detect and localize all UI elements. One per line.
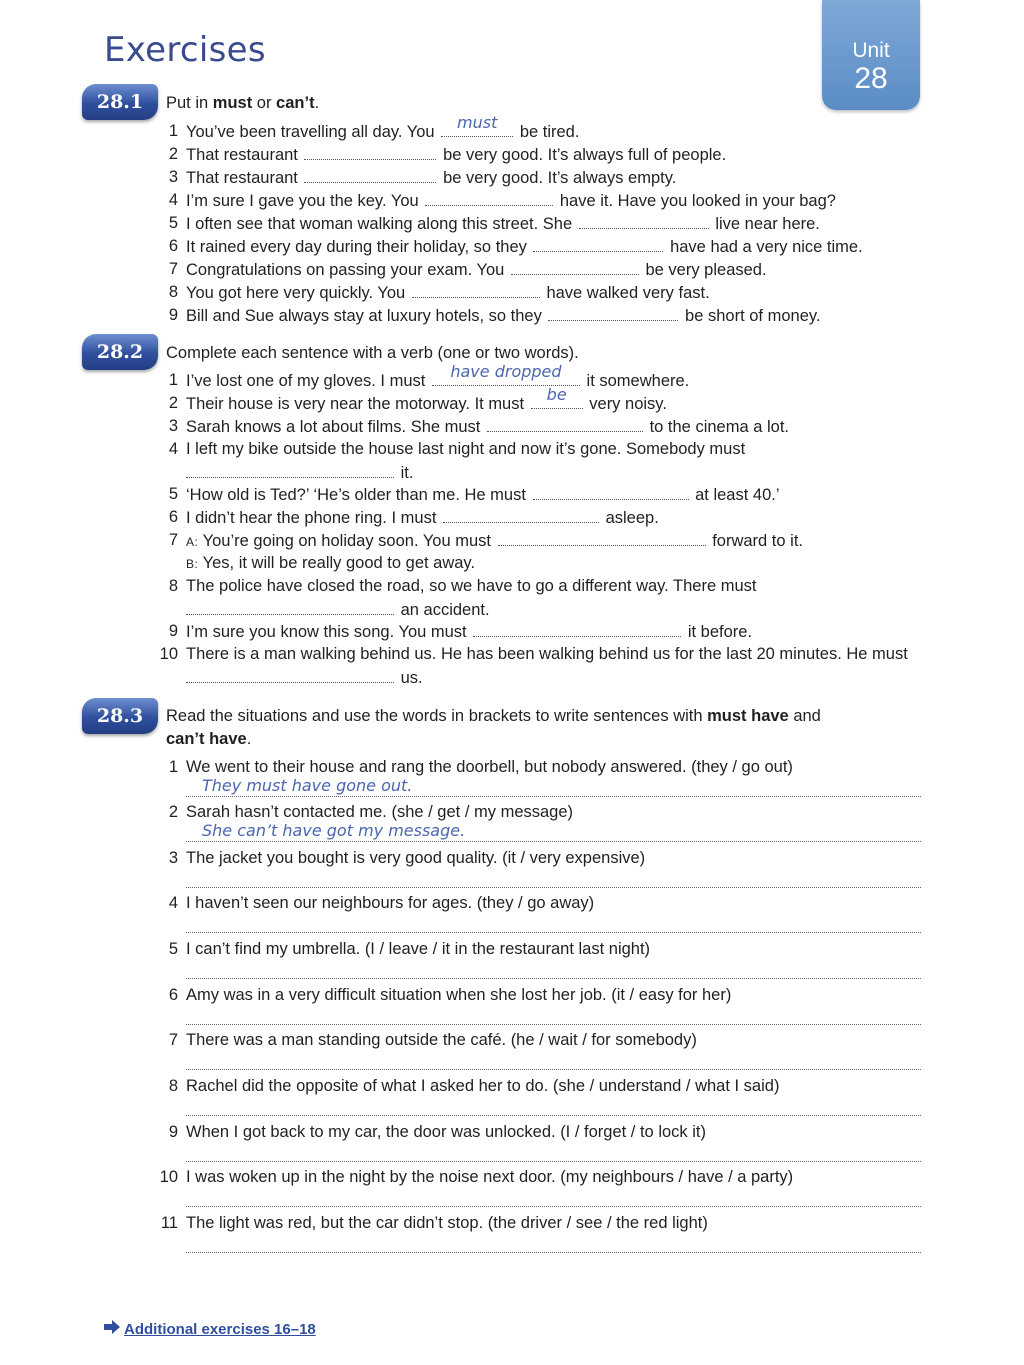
exercise-item — [186, 212, 820, 235]
handwritten-answer: must — [457, 113, 498, 132]
answer-blank[interactable] — [443, 506, 599, 523]
item-text-before: I’m sure you know this song. You must — [186, 623, 467, 641]
item-number: 6 — [168, 508, 178, 526]
item-text-before: I often see that woman walking along this street. She — [186, 215, 573, 233]
item-text-before: That restaurant — [186, 146, 298, 164]
item-number: 8 — [168, 283, 178, 301]
item-text-after: have walked very fast. — [546, 284, 710, 302]
answer-blank[interactable] — [579, 212, 709, 229]
item-text-after: be very pleased. — [645, 261, 767, 279]
answer-blank[interactable] — [533, 235, 663, 252]
item-text-after: be short of money. — [685, 307, 821, 325]
item-text-before: It rained every day during their holiday, so they — [186, 238, 527, 256]
item-text-after: live near here. — [715, 215, 820, 233]
answer-line[interactable] — [186, 912, 921, 933]
answer-line[interactable] — [186, 776, 921, 797]
exercise-badge-28-1: 28.1 — [82, 84, 158, 120]
answer-blank[interactable] — [186, 461, 394, 478]
item-number: 1 — [168, 758, 178, 776]
item-text-after: be very good. It’s always full of people. — [443, 146, 727, 164]
answer-line[interactable] — [186, 1232, 921, 1253]
situation-text: Sarah hasn’t contacted me. (she / get / my message) — [186, 803, 574, 821]
answer-blank[interactable] — [511, 258, 639, 275]
situation-text: Rachel did the opposite of what I asked her to do. (she / understand / what I said) — [186, 1077, 780, 1095]
item-number: 8 — [168, 1077, 178, 1095]
answer-blank[interactable] — [487, 415, 643, 432]
situation-text: There was a man standing outside the café. (he / wait / for somebody) — [186, 1031, 697, 1049]
item-text-before: ‘How old is Ted?’ ‘He’s older than me. He must — [186, 486, 526, 504]
additional-exercises-label: Additional exercises 16–18 — [124, 1321, 316, 1338]
answer-blank[interactable] — [473, 620, 681, 637]
exercise-item — [186, 258, 767, 281]
item-text-after: an accident. — [400, 601, 490, 619]
item-number: 9 — [168, 622, 178, 640]
unit-label: Unit — [852, 39, 890, 62]
situation-text: I was woken up in the night by the noise next door. (my neighbours / have / a party) — [186, 1168, 794, 1186]
answer-line[interactable] — [186, 1141, 921, 1162]
item-text-after: it before. — [687, 623, 753, 641]
exercise-item — [186, 529, 803, 553]
item-text-after: forward to it. — [712, 532, 803, 550]
item-text-after: be very good. It’s always empty. — [443, 169, 677, 187]
item-number: 10 — [159, 1168, 178, 1186]
item-text-before: You’re going on holiday soon. You must — [202, 532, 492, 550]
situation-text: The light was red, but the car didn’t stop. (the driver / see / the red light) — [186, 1214, 708, 1232]
answer-blank[interactable] — [531, 385, 583, 409]
answer-blank[interactable] — [533, 483, 689, 500]
situation-text: The jacket you bought is very good quality. (it / very expensive) — [186, 849, 646, 867]
answer-line[interactable] — [186, 1095, 921, 1116]
handwritten-answer: have dropped — [450, 362, 562, 381]
item-number: 7 — [168, 260, 178, 278]
exercise-item-continued — [184, 598, 490, 621]
reply-text: Yes, it will be really good to get away. — [202, 554, 476, 572]
exercise-item: There is a man walking behind us. He has been walking behind us for the last 20 minutes. He must — [186, 645, 908, 663]
item-number: 9 — [168, 1123, 178, 1141]
exercise-item: The police have closed the road, so we have to go a different way. There must — [186, 577, 757, 595]
exercise-item — [186, 143, 726, 166]
item-text-after: be tired. — [519, 123, 580, 141]
item-number: 5 — [168, 485, 178, 503]
exercise-instruction: Put in must or can’t. — [166, 94, 320, 112]
item-text-after: it somewhere. — [586, 372, 690, 390]
answer-line[interactable] — [186, 1186, 921, 1207]
exercise-item — [186, 304, 820, 327]
item-number: 3 — [168, 168, 178, 186]
item-number: 8 — [168, 577, 178, 595]
exercise-badge-28-2: 28.2 — [82, 334, 158, 370]
item-text-after: it. — [400, 464, 414, 482]
answer-line[interactable] — [186, 1004, 921, 1025]
exercise-item — [186, 506, 659, 529]
unit-number: 28 — [854, 62, 888, 95]
situation-text: I can’t find my umbrella. (I / leave / it in the restaurant last night) — [186, 940, 651, 958]
item-number: 3 — [168, 849, 178, 867]
item-number: 9 — [168, 306, 178, 324]
exercise-instruction: Complete each sentence with a verb (one or two words). — [166, 344, 579, 362]
exercise-item — [186, 113, 580, 143]
item-number: 6 — [168, 237, 178, 255]
item-text-before: Bill and Sue always stay at luxury hotels, so they — [186, 307, 542, 325]
item-text-before: You’ve been travelling all day. You — [186, 123, 435, 141]
item-text-after: at least 40.’ — [695, 486, 780, 504]
exercise-item — [186, 385, 667, 415]
item-text-before: Their house is very near the motorway. It must — [186, 395, 525, 413]
answer-blank[interactable] — [304, 143, 436, 160]
exercise-item — [186, 166, 676, 189]
item-number: 5 — [168, 214, 178, 232]
answer-line[interactable] — [186, 1049, 921, 1070]
answer-blank[interactable] — [498, 529, 706, 546]
exercise-item-reply — [186, 552, 475, 575]
item-number: 7 — [168, 531, 178, 549]
answer-blank[interactable] — [425, 189, 553, 206]
exercise-item — [186, 483, 780, 506]
exercise-item-continued — [184, 666, 423, 689]
situation-text: Amy was in a very difficult situation when she lost her job. (it / easy for her) — [186, 986, 732, 1004]
item-number: 4 — [168, 440, 178, 458]
item-text-before: I didn’t hear the phone ring. I must — [186, 509, 437, 527]
handwritten-answer: They must have gone out. — [202, 776, 413, 795]
exercise-item — [186, 620, 752, 643]
handwritten-answer: She can’t have got my message. — [202, 821, 466, 840]
answer-line[interactable] — [186, 958, 921, 979]
item-text-before: You got here very quickly. You — [186, 284, 406, 302]
item-number: 4 — [168, 191, 178, 209]
item-number: 3 — [168, 417, 178, 435]
exercise-badge-28-3: 28.3 — [82, 698, 158, 734]
item-text-after: to the cinema a lot. — [649, 418, 789, 436]
situation-text: I haven’t seen our neighbours for ages. (they / go away) — [186, 894, 595, 912]
item-text-before: I’ve lost one of my gloves. I must — [186, 372, 426, 390]
exercise-item — [186, 235, 863, 258]
situation-text: When I got back to my car, the door was unlocked. (I / forget / to lock it) — [186, 1123, 706, 1141]
handwritten-answer: be — [546, 385, 567, 404]
item-number: 1 — [168, 371, 178, 389]
answer-line[interactable] — [186, 867, 921, 888]
answer-blank[interactable] — [441, 113, 513, 137]
item-text-after: have it. Have you looked in your bag? — [559, 192, 836, 210]
answer-blank[interactable] — [548, 304, 678, 321]
exercise-item: I left my bike outside the house last night and now it’s gone. Somebody must — [186, 440, 746, 458]
exercise-instruction: Read the situations and use the words in brackets to write sentences with must have and can’t have. — [166, 707, 821, 748]
item-text-after: very noisy. — [589, 395, 667, 413]
item-number: 2 — [168, 803, 178, 821]
item-number: 11 — [160, 1214, 178, 1232]
item-text-after: have had a very nice time. — [670, 238, 863, 256]
speaker-b-label: B: — [186, 557, 199, 571]
exercise-item-continued — [184, 461, 413, 484]
item-number: 1 — [168, 122, 178, 140]
additional-exercises-link[interactable] — [104, 1320, 316, 1338]
exercise-item — [186, 415, 789, 438]
item-text-before: I’m sure I gave you the key. You — [186, 192, 419, 210]
exercise-item — [186, 189, 836, 212]
item-text-before: Congratulations on passing your exam. You — [186, 261, 505, 279]
exercise-item — [186, 362, 690, 392]
answer-blank[interactable] — [186, 598, 394, 615]
item-number: 5 — [168, 940, 178, 958]
answer-blank[interactable] — [412, 281, 540, 298]
page-title: Exercises — [104, 30, 266, 70]
item-number: 6 — [168, 986, 178, 1004]
item-number: 4 — [168, 894, 178, 912]
speaker-a-label: A: — [186, 535, 199, 549]
item-text-before: That restaurant — [186, 169, 298, 187]
item-text-after: us. — [400, 669, 423, 687]
item-number: 10 — [159, 645, 178, 663]
arrow-right-icon — [104, 1320, 120, 1338]
item-text-before: Sarah knows a lot about films. She must — [186, 418, 481, 436]
exercise-item — [186, 281, 710, 304]
answer-blank[interactable] — [186, 666, 394, 683]
answer-blank[interactable] — [304, 166, 436, 183]
situation-text: We went to their house and rang the doorbell, but nobody answered. (they / go out) — [186, 758, 793, 776]
item-number: 2 — [168, 394, 178, 412]
item-number: 2 — [168, 145, 178, 163]
item-number: 7 — [168, 1031, 178, 1049]
item-text-after: asleep. — [605, 509, 659, 527]
answer-line[interactable] — [186, 821, 921, 842]
